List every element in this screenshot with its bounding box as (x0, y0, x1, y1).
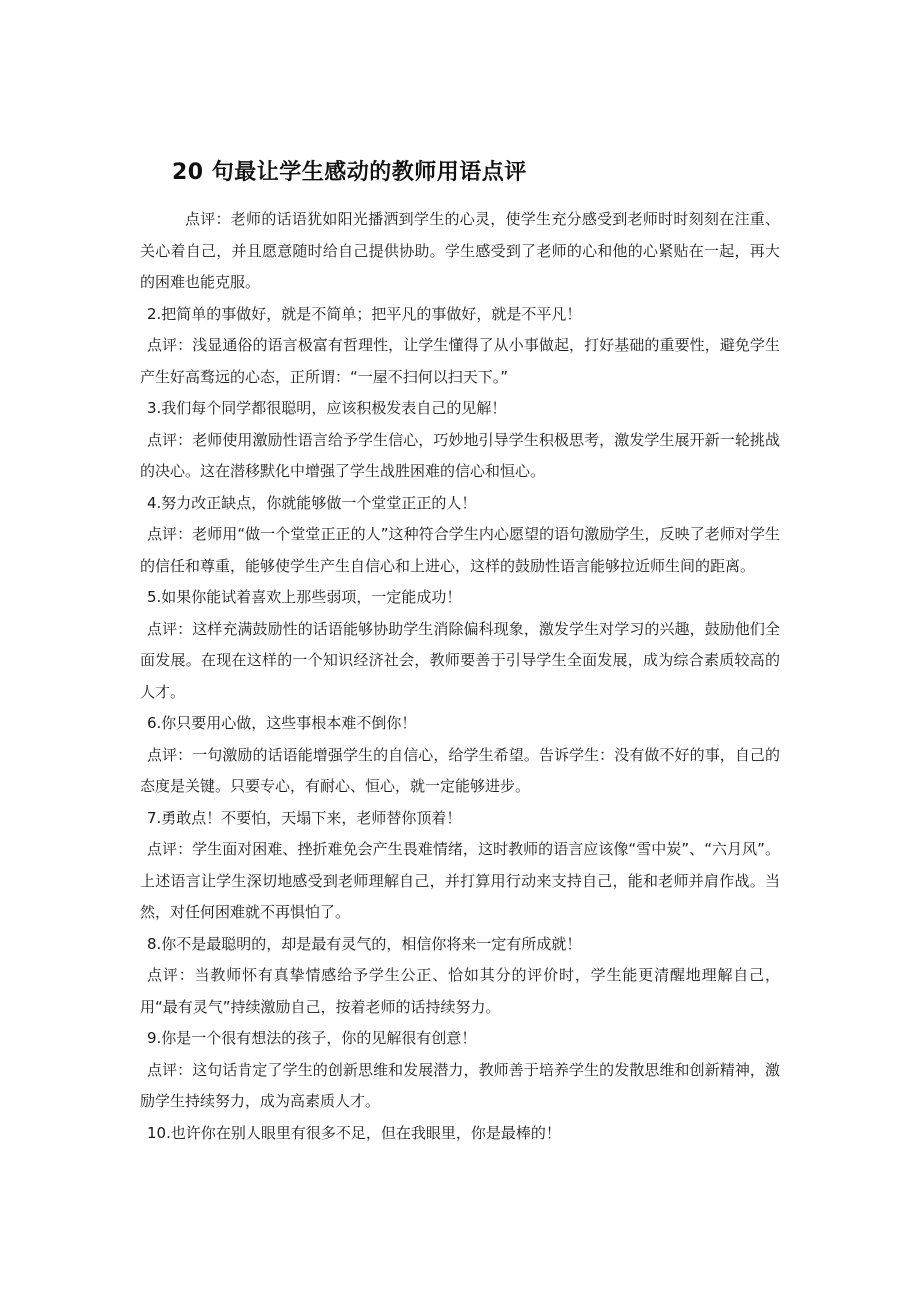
phrase-5: 5.如果你能试着喜欢上那些弱项，一定能成功！ (147, 588, 462, 606)
comment-8: 点评：当教师怀有真挚情感给予学生公正、恰如其分的评价时，学生能更清醒地理解自己，用“最有灵气”持续激励自己，按着老师的话持续努力。 (140, 966, 780, 1016)
phrase-6: 6.你只要用心做，这些事根本难不倒你！ (147, 714, 417, 732)
phrase-3: 3.我们每个同学都很聪明，应该积极发表自己的见解！ (147, 399, 507, 417)
comment-9: 点评：这句话肯定了学生的创新思维和发展潜力，教师善于培养学生的发散思维和创新精神，激励学生持续努力，成为高素质人才。 (140, 1060, 780, 1110)
comment-7: 点评：学生面对困难、挫折难免会产生畏难情绪，这时教师的语言应该像“雪中炭”、“六月风”。上述语言让学生深切地感受到老师理解自己，并打算用行动来支持自己，能和老师并肩作战。当然，对任何困难就不再惧怕了。 (140, 840, 780, 921)
comment-6: 点评：一句激励的话语能增强学生的自信心，给学生希望。告诉学生：没有做不好的事，自己的态度是关键。只要专心，有耐心、恒心，就一定能够进步。 (140, 745, 780, 795)
phrase-9: 9.你是一个很有想法的孩子，你的见解很有创意！ (147, 1029, 477, 1047)
intro-comment: 点评：老师的话语犹如阳光播洒到学生的心灵，使学生充分感受到老师时时刻刻在注重、关心着自己，并且愿意随时给自己提供协助。学生感受到了老师的心和他的心紧贴在一起，再大的困难也能克服。 (140, 210, 780, 291)
comment-2: 点评：浅显通俗的语言极富有哲理性，让学生懂得了从小事做起，打好基础的重要性，避免学生产生好高骛远的心态，正所谓：“一屋不扫何以扫天下。” (140, 336, 780, 386)
phrase-4: 4.努力改正缺点，你就能够做一个堂堂正正的人！ (147, 493, 477, 512)
phrase-8: 8.你不是最聪明的，却是最有灵气的，相信你将来一定有所成就！ (147, 934, 582, 953)
document-title: 20 句最让学生感动的教师用语点评 (172, 160, 527, 185)
phrase-2: 2.把简单的事做好，就是不简单；把平凡的事做好，就是不平凡！ (147, 304, 582, 323)
comment-5: 点评：这样充满鼓励性的话语能够协助学生消除偏科现象，激发学生对学习的兴趣，鼓励他们全面发展。在现在这样的一个知识经济社会，教师要善于引导学生全面发展，成为综合素质较高的人才。 (140, 619, 780, 701)
comment-4: 点评：老师用“做一个堂堂正正的人”这种符合学生内心愿望的语句激励学生，反映了老师对学生的信任和尊重，能够使学生产生自信心和上进心，这样的鼓励性语言能够拉近师生间的距离。 (140, 525, 780, 575)
phrase-10: 10.也许你在别人眼里有很多不足，但在我眼里，你是最棒的！ (147, 1123, 561, 1142)
document-body (140, 204, 780, 1149)
comment-3: 点评：老师使用激励性语言给予学生信心，巧妙地引导学生积极思考，激发学生展开新一轮挑战的决心。这在潜移默化中增强了学生战胜困难的信心和恒心。 (140, 430, 780, 480)
phrase-7: 7.勇敢点！不要怕，天塌下来，老师替你顶着！ (147, 808, 462, 827)
